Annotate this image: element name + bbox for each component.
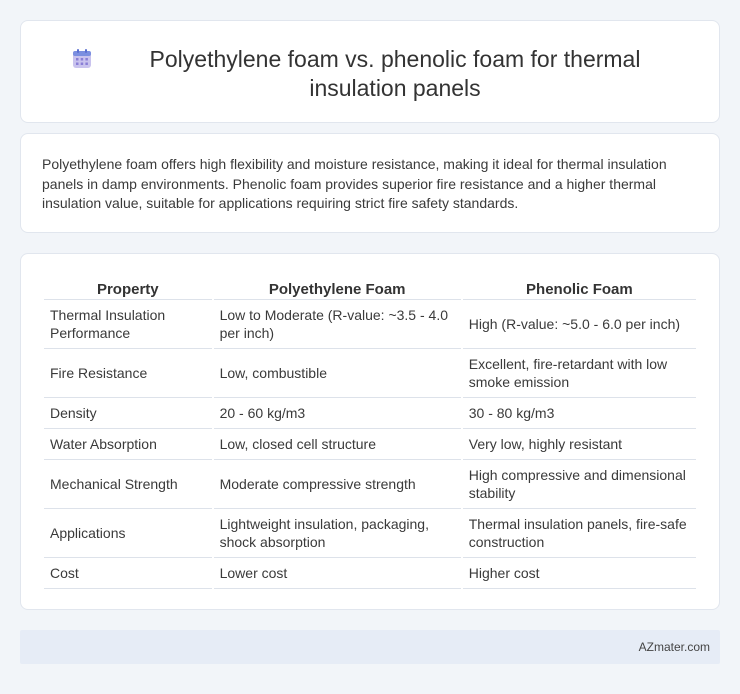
table-row <box>44 509 696 558</box>
row-phenolic: Excellent, fire-retardant with low smoke emission <box>463 349 696 398</box>
row-property: Fire Resistance <box>44 349 212 398</box>
row-phenolic: Higher cost <box>463 558 696 589</box>
page-title: Polyethylene foam vs. phenolic foam for thermal insulation panels <box>149 46 641 101</box>
summary-card <box>20 133 720 233</box>
table-row <box>44 398 696 429</box>
comparison-table <box>42 276 698 589</box>
row-polyethylene: Moderate compressive strength <box>214 460 461 509</box>
row-property: Applications <box>44 509 212 558</box>
header-phenolic: Phenolic Foam <box>463 276 696 300</box>
footer-brand: AZmater.com <box>638 640 710 654</box>
row-phenolic: Thermal insulation panels, fire-safe construction <box>463 509 696 558</box>
table-header-row <box>44 276 696 300</box>
table-row <box>44 429 696 460</box>
row-polyethylene: Lightweight insulation, packaging, shock absorption <box>214 509 461 558</box>
row-polyethylene: Lower cost <box>214 558 461 589</box>
summary-text: Polyethylene foam offers high flexibility and moisture resistance, making it ideal for thermal insulation panels in damp environments. Phenolic foam provides superior fire resistance and a higher thermal insulation value, suitable for applications requiring strict fire safety standards. <box>42 156 667 211</box>
row-polyethylene: Low, combustible <box>214 349 461 398</box>
row-phenolic: 30 - 80 kg/m3 <box>463 398 696 429</box>
row-property: Water Absorption <box>44 429 212 460</box>
row-property: Thermal Insulation Performance <box>44 300 212 349</box>
table-row <box>44 558 696 589</box>
row-property: Mechanical Strength <box>44 460 212 509</box>
header-polyethylene: Polyethylene Foam <box>214 276 461 300</box>
title-card <box>20 20 720 123</box>
row-property: Density <box>44 398 212 429</box>
row-polyethylene: 20 - 60 kg/m3 <box>214 398 461 429</box>
footer-bar <box>20 630 720 664</box>
row-polyethylene: Low, closed cell structure <box>214 429 461 460</box>
row-phenolic: Very low, highly resistant <box>463 429 696 460</box>
row-polyethylene: Low to Moderate (R-value: ~3.5 - 4.0 per inch) <box>214 300 461 349</box>
row-property: Cost <box>44 558 212 589</box>
header-property: Property <box>44 276 212 300</box>
comparison-card <box>20 253 720 610</box>
row-phenolic: High compressive and dimensional stability <box>463 460 696 509</box>
table-row <box>44 349 696 398</box>
table-row <box>44 460 696 509</box>
table-row <box>44 300 696 349</box>
row-phenolic: High (R-value: ~5.0 - 6.0 per inch) <box>463 300 696 349</box>
